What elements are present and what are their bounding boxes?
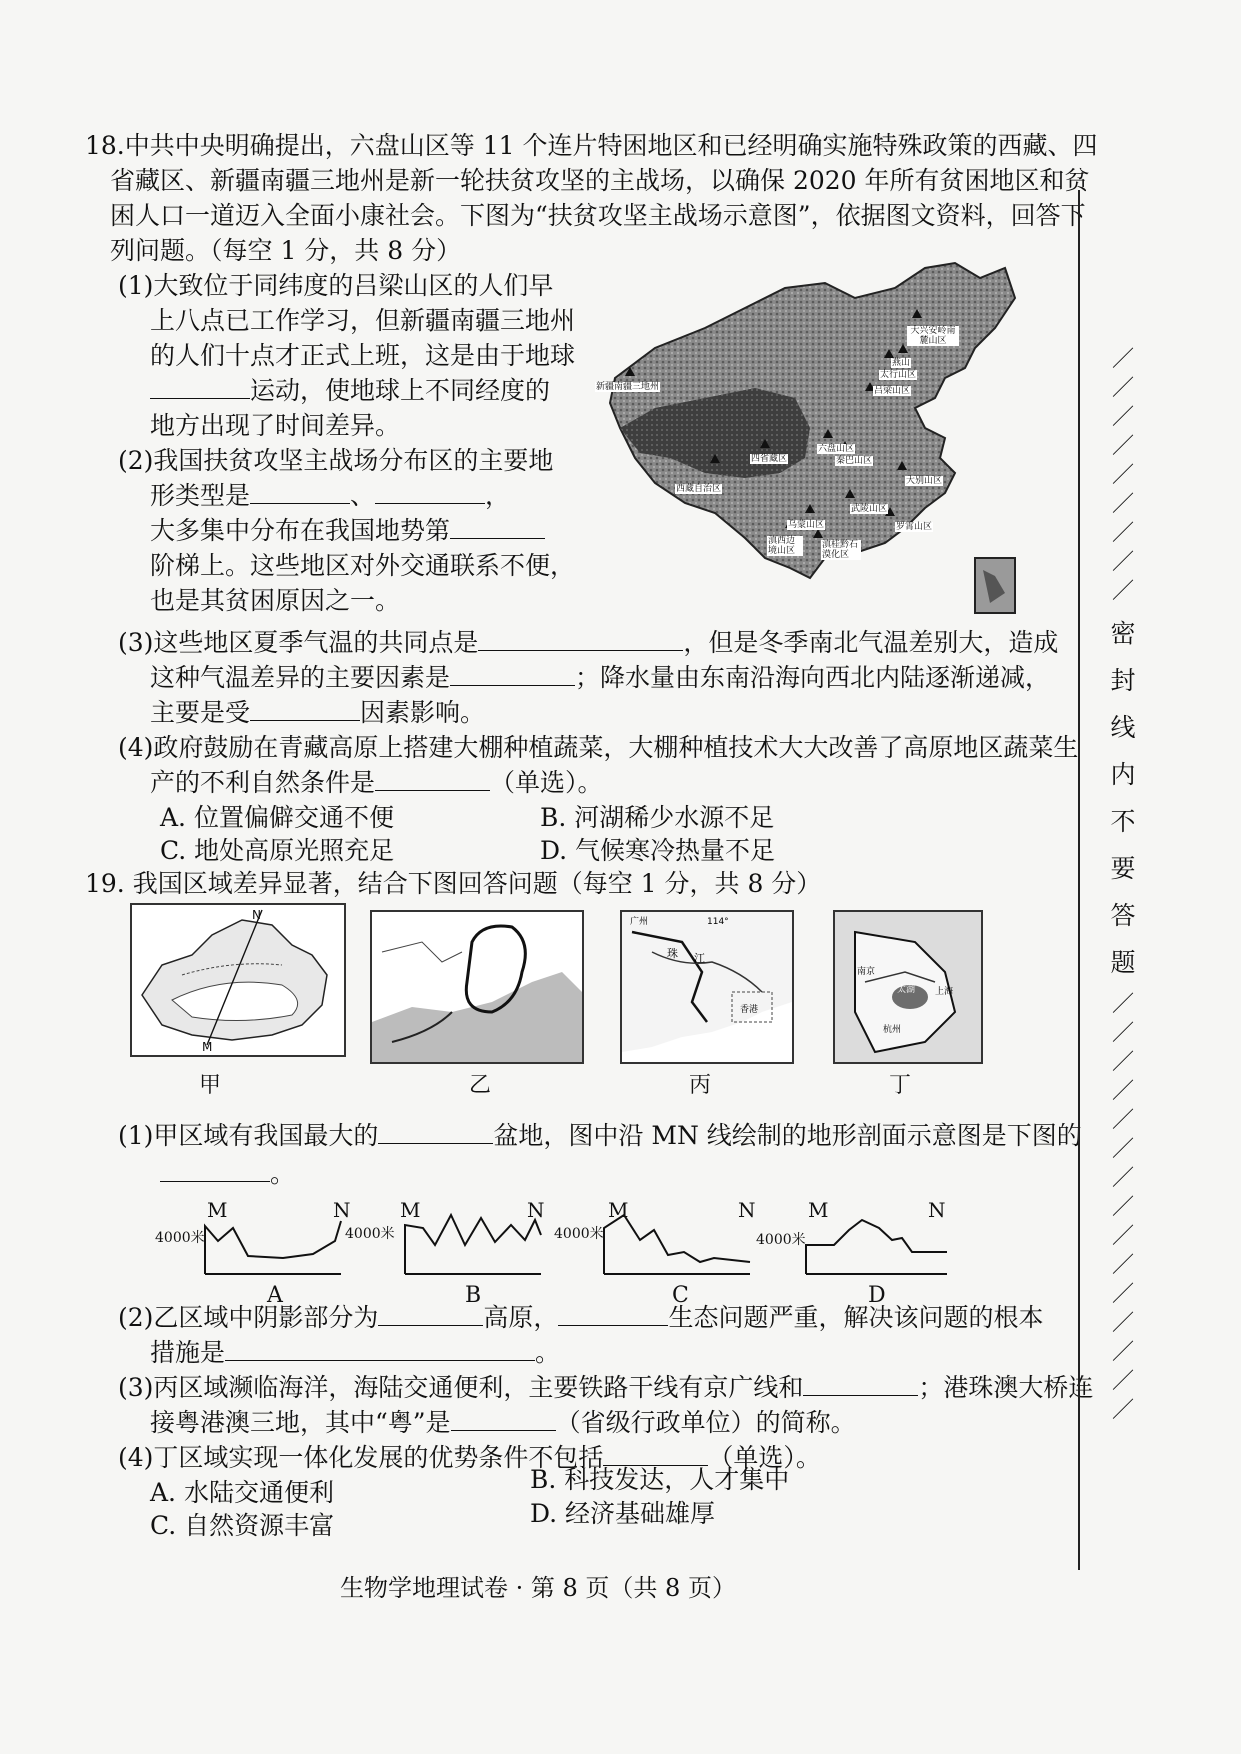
map-caption-jia: 甲 <box>198 1073 221 1098</box>
q18-p1-line-5: 地方出现了时间差异。 <box>150 411 401 440</box>
map-jia-label-n: N <box>252 908 261 922</box>
q19-p2-blank-3[interactable] <box>225 1336 535 1361</box>
q18-p3-blank-2[interactable] <box>450 661 575 686</box>
q18-p3-text-6: 因素影响。 <box>360 698 486 727</box>
map-bing <box>620 910 794 1064</box>
q19-p4-text-1: (4)丁区域实现一体化发展的优势条件不包括 <box>118 1443 604 1472</box>
q19-p3-text-3: 接粤港澳三地，其中“粤”是 <box>150 1408 451 1437</box>
q18-p2-blank-3[interactable] <box>450 514 545 539</box>
q18-intro-text: 中共中央明确提出，六盘山区等 11 个连片特困地区和已经明确实施特殊政策的西藏、四 <box>124 131 1098 160</box>
profile-b <box>345 1196 545 1311</box>
q18-p4-line-1: (4)政府鼓励在青藏高原上搭建大棚种植蔬菜，大棚种植技术大大改善了高原地区蔬菜生 <box>118 733 1079 762</box>
q18-p4-line-2 <box>150 765 603 801</box>
seal-slash: ／ <box>1111 463 1134 488</box>
q19-p4-text-2: （单选）。 <box>708 1443 821 1472</box>
map-label-wuling: 武陵山区 <box>851 504 888 514</box>
q19-intro: 19. 我国区域差异显著，结合下图回答问题（每空 1 分，共 8 分） <box>85 869 822 898</box>
seal-slash: ／ <box>1111 1195 1134 1220</box>
q18-p2-line-3 <box>150 513 545 549</box>
q18-intro-line-2: 省藏区、新疆南疆三地州是新一轮扶贫攻坚的主战场，以确保 2020 年所有贫困地区和贫 <box>110 166 1090 195</box>
q18-p2-text-3: 大多集中分布在我国地势第 <box>150 516 451 545</box>
map-jia-label-m: M <box>202 1040 213 1054</box>
seal-slash: ／ <box>1111 521 1134 546</box>
seal-slash: ／ <box>1111 1224 1134 1249</box>
profile-c-letter[interactable]: C <box>672 1283 689 1308</box>
seal-slash: ／ <box>1111 1166 1134 1191</box>
map-bing-label-jiang: 江 <box>694 952 705 965</box>
seal-slash: ／ <box>1111 550 1134 575</box>
q18-p2-sep: 、 <box>350 481 376 510</box>
q19-p2-text-2: 高原， <box>483 1303 559 1332</box>
q19-p2-period: 。 <box>535 1338 561 1367</box>
seal-slash: ／ <box>1111 992 1134 1017</box>
q19-p3-text-2: ；港珠澳大桥连 <box>918 1373 1094 1402</box>
map-label-sishengzangqu: 四省藏区 <box>751 454 788 464</box>
seal-slash: ／ <box>1111 405 1134 430</box>
map-label-yanshan: 燕山 <box>892 358 911 368</box>
profile-a-graphic <box>203 1216 343 1276</box>
map-ding <box>833 910 983 1064</box>
seal-slashes-top <box>1108 345 1138 606</box>
q19-p1-blank-1[interactable] <box>378 1119 493 1144</box>
q18-p3-line-2 <box>150 660 1050 696</box>
seal-slash: ／ <box>1111 1369 1134 1394</box>
seal-char-1: 密 <box>1110 619 1136 648</box>
q19-p2-line-1 <box>118 1300 1043 1336</box>
map-label-dianxi: 滇西边境山区 <box>767 536 803 556</box>
seal-slash: ／ <box>1111 492 1134 517</box>
q18-p2-text-2: 形类型是 <box>150 481 251 510</box>
map-jia <box>130 903 346 1057</box>
q18-intro-line-1 <box>85 128 1098 164</box>
q19-p1-period: 。 <box>270 1159 296 1188</box>
q18-p3-line-1 <box>118 625 1058 661</box>
q19-option-c[interactable]: C. 自然资源丰富 <box>150 1511 335 1540</box>
map-caption-yi: 乙 <box>468 1073 491 1098</box>
poverty-map <box>595 258 1023 618</box>
map-bing-label-114: 114° <box>707 917 729 927</box>
q19-option-a[interactable]: A. 水陆交通便利 <box>150 1478 334 1507</box>
map-ding-graphic <box>835 912 981 1062</box>
q19-p3-line-1 <box>118 1370 1093 1406</box>
q19-p3-blank-1[interactable] <box>803 1371 918 1396</box>
map-bing-label-guangzhou: 广州 <box>630 917 649 927</box>
q18-p3-text-3: 这种气温差异的主要因素是 <box>150 663 451 692</box>
map-caption-ding: 丁 <box>888 1073 911 1098</box>
profile-c-graphic <box>602 1210 752 1276</box>
q18-p2-line-2 <box>150 478 510 514</box>
profile-d-graphic <box>804 1210 949 1276</box>
q19-p1-line-1 <box>118 1118 1082 1154</box>
map-label-daxinganling: 大兴安岭南麓山区 <box>907 326 959 346</box>
seal-char-3: 线 <box>1110 713 1136 742</box>
profile-d-m: M <box>808 1198 829 1222</box>
q18-p1-text-4: 运动，使地球上不同经度的 <box>250 376 551 405</box>
map-label-lvliangshan: 吕梁山区 <box>874 386 911 396</box>
china-map-graphic <box>595 258 1023 618</box>
seal-slash: ／ <box>1111 1021 1134 1046</box>
map-ding-label-nanjing: 南京 <box>857 967 876 977</box>
q19-p1-line-2 <box>160 1156 295 1192</box>
q18-p3-text-1: (3)这些地区夏季气温的共同点是 <box>118 628 479 657</box>
q19-p1-blank-2[interactable] <box>160 1157 270 1182</box>
q18-p3-line-3 <box>150 695 485 731</box>
q18-p2-blank-1[interactable] <box>250 479 350 504</box>
q18-p3-text-2: ，但是冬季南北气温差别大，造成 <box>683 628 1059 657</box>
q18-number: 18. <box>85 131 125 160</box>
profile-b-n: N <box>527 1198 545 1222</box>
q18-option-b[interactable]: B. 河湖稀少水源不足 <box>540 803 775 832</box>
q18-p2-line-5: 也是其贫困原因之一。 <box>150 586 401 615</box>
seal-slash: ／ <box>1111 1398 1134 1423</box>
q18-p1-line-4 <box>150 373 550 409</box>
profile-c <box>554 1196 756 1311</box>
q18-option-a[interactable]: A. 位置偏僻交通不便 <box>160 803 394 832</box>
map-label-luoxiao: 罗霄山区 <box>896 522 933 532</box>
q18-p4-text-2: 产的不利自然条件是 <box>150 768 376 797</box>
map-label-wumeng: 乌蒙山区 <box>788 520 825 530</box>
q18-p1-line-1: (1)大致位于同纬度的吕梁山区的人们早 <box>118 271 554 300</box>
page-footer: 生物学地理试卷 · 第 8 页（共 8 页） <box>340 1574 736 1602</box>
profile-c-n: N <box>738 1198 756 1222</box>
seal-char-5: 不 <box>1110 807 1136 836</box>
seal-slash: ／ <box>1111 1050 1134 1075</box>
seal-text <box>1106 610 1140 986</box>
q19-p3-blank-2[interactable] <box>451 1406 556 1431</box>
seal-slash: ／ <box>1111 1282 1134 1307</box>
seal-char-8: 题 <box>1110 948 1136 977</box>
q18-p1-blank[interactable] <box>150 374 250 399</box>
q18-p3-blank-1[interactable] <box>478 626 683 651</box>
map-ding-label-shanghai: 上海 <box>935 987 954 997</box>
q18-p3-blank-3[interactable] <box>250 696 360 721</box>
map-ding-label-taihu: 太湖 <box>897 985 916 995</box>
q18-option-d[interactable]: D. 气候寒冷热量不足 <box>540 836 776 865</box>
q19-p2-line-2 <box>150 1335 560 1371</box>
seal-slash: ／ <box>1111 1137 1134 1162</box>
map-label-qinba: 秦巴山区 <box>836 456 873 466</box>
q18-intro-line-4: 列问题。（每空 1 分，共 8 分） <box>110 236 462 265</box>
q19-p3-text-4: （省级行政单位）的简称。 <box>555 1408 856 1437</box>
seal-slash: ／ <box>1111 376 1134 401</box>
map-jia-graphic <box>132 905 344 1055</box>
profile-b-height: 4000米 <box>345 1226 395 1242</box>
q18-p2-line-4: 阶梯上。这些地区对外交通联系不便， <box>150 551 576 580</box>
q19-p3-text-1: (3)丙区域濒临海洋，海陆交通便利，主要铁路干线有京广线和 <box>118 1373 804 1402</box>
q19-p2-text-1: (2)乙区域中阴影部分为 <box>118 1303 379 1332</box>
seal-slash: ／ <box>1111 579 1134 604</box>
profile-b-letter[interactable]: B <box>465 1283 482 1308</box>
profile-b-graphic <box>403 1210 543 1276</box>
q19-p2-blank-1[interactable] <box>378 1301 483 1326</box>
profile-c-m: M <box>608 1198 629 1222</box>
seal-slash: ／ <box>1111 347 1134 372</box>
q19-p2-blank-2[interactable] <box>558 1301 668 1326</box>
map-label-nanjiang: 新疆南疆三地州 <box>596 382 660 392</box>
q18-p1-line-2: 上八点已工作学习，但新疆南疆三地州 <box>150 306 576 335</box>
seal-slash: ／ <box>1111 1311 1134 1336</box>
q18-p4-blank[interactable] <box>375 766 490 791</box>
map-bing-graphic <box>622 912 792 1062</box>
q19-p2-text-4: 措施是 <box>150 1338 226 1367</box>
profile-a <box>155 1196 351 1311</box>
q18-option-c[interactable]: C. 地处高原光照充足 <box>160 836 395 865</box>
seal-slash: ／ <box>1111 434 1134 459</box>
profile-d <box>756 1196 946 1311</box>
map-label-dabieshan: 大别山区 <box>906 476 943 486</box>
profile-c-height: 4000米 <box>554 1226 604 1242</box>
profile-b-m: M <box>400 1198 421 1222</box>
map-label-taihangshan: 太行山区 <box>880 370 917 380</box>
seal-char-7: 答 <box>1110 901 1136 930</box>
q19-p1-text-2: 盆地，图中沿 MN 线绘制的地形剖面示意图是下图的 <box>493 1121 1082 1150</box>
profile-d-n: N <box>928 1198 946 1222</box>
q18-p3-text-4: ；降水量由东南沿海向西北内陆逐渐递减， <box>575 663 1051 692</box>
profile-a-letter[interactable]: A <box>267 1283 283 1308</box>
seal-char-6: 要 <box>1110 854 1136 883</box>
q18-p3-text-5: 主要是受 <box>150 698 251 727</box>
seal-slash: ／ <box>1111 1108 1134 1133</box>
map-yi <box>370 910 584 1064</box>
profile-d-height: 4000米 <box>756 1232 806 1248</box>
map-label-xizang: 西藏自治区 <box>676 484 722 494</box>
seal-char-4: 内 <box>1110 760 1136 789</box>
q19-p2-text-3: 生态问题严重，解决该问题的根本 <box>668 1303 1044 1332</box>
map-label-liupanshan: 六盘山区 <box>818 444 855 454</box>
q18-p1-line-3: 的人们十点才正式上班，这是由于地球 <box>150 341 576 370</box>
map-label-diangui: 滇桂黔石漠化区 <box>821 540 861 560</box>
q18-p4-text-3: （单选）。 <box>490 768 603 797</box>
profile-a-n: N <box>333 1198 351 1222</box>
map-caption-bing: 丙 <box>688 1073 711 1098</box>
map-bing-label-zhu: 珠 <box>667 947 678 960</box>
q19-p3-line-2 <box>150 1405 856 1441</box>
q18-p2-line-1: (2)我国扶贫攻坚主战场分布区的主要地 <box>118 446 554 475</box>
q19-option-d[interactable]: D. 经济基础雄厚 <box>530 1499 716 1528</box>
q19-option-b[interactable]: B. 科技发达，人才集中 <box>530 1465 790 1494</box>
profile-a-height: 4000米 <box>155 1230 205 1246</box>
map-ding-label-hangzhou: 杭州 <box>883 1025 902 1035</box>
seal-slash: ／ <box>1111 1340 1134 1365</box>
seal-slash: ／ <box>1111 1079 1134 1104</box>
q18-intro-line-3: 困人口一道迈入全面小康社会。下图为“扶贫攻坚主战场示意图”，依据图文资料，回答下 <box>110 201 1086 230</box>
profile-d-letter[interactable]: D <box>868 1283 886 1308</box>
seal-slash: ／ <box>1111 1253 1134 1278</box>
q18-p2-blank-2[interactable] <box>375 479 485 504</box>
map-bing-label-xianggang: 香港 <box>740 1005 759 1015</box>
map-yi-graphic <box>372 912 582 1062</box>
seal-slashes-bottom <box>1108 990 1138 1425</box>
seal-line <box>1078 190 1080 1570</box>
q19-p1-text-1: (1)甲区域有我国最大的 <box>118 1121 379 1150</box>
q18-p2-comma: ， <box>485 481 511 510</box>
profile-a-m: M <box>207 1198 228 1222</box>
seal-char-2: 封 <box>1110 666 1136 695</box>
